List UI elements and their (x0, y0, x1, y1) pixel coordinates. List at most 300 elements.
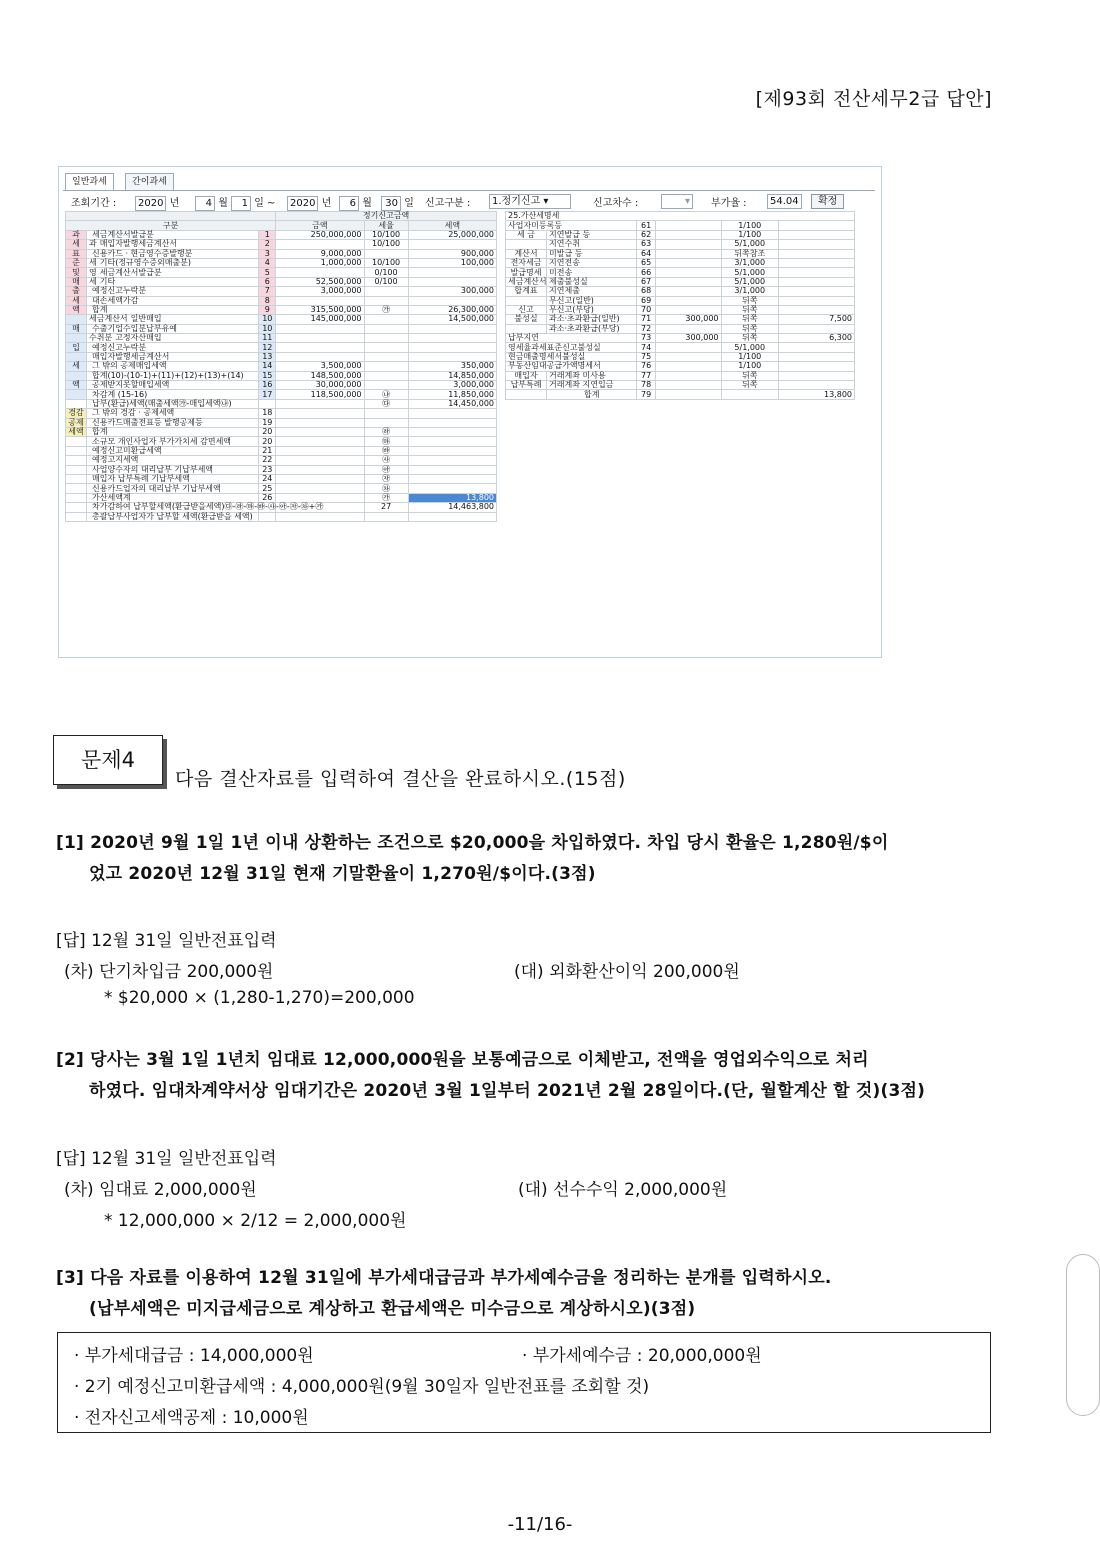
row-subcategory: 수취분 (89, 333, 113, 343)
row-label-cell (87, 296, 259, 305)
row-rate: 27 (364, 503, 408, 512)
row-label-cell (87, 437, 259, 446)
row-group: 전자세금 (506, 258, 547, 267)
row-tax: 7,500 (778, 315, 854, 324)
row-number: 5 (259, 268, 276, 277)
row-number: 26 (259, 493, 276, 502)
row-category (66, 315, 87, 324)
row-label: 차감계 (15-16) (92, 389, 148, 399)
row-amount (276, 484, 364, 493)
row-number: 10 (259, 324, 276, 333)
row-rate: 뒤쪽 (721, 324, 778, 333)
row-rate: ㉷ (364, 484, 408, 493)
row-amount (276, 474, 364, 483)
year-unit: 년 (169, 198, 180, 209)
day-unit: 일 (404, 198, 414, 209)
question-2-line2: 하였다. 임대차계약서상 임대기간은 2020년 3월 1일부터 2021년 2월 28일이다.(단, 월할계산 할 것)(3점) (89, 1081, 926, 1101)
row-rate: 뒤쪽 (721, 315, 778, 324)
tab-general-taxation[interactable]: 일반과세 (65, 173, 114, 190)
row-tax (408, 474, 496, 483)
table-row (506, 221, 855, 230)
table-row (506, 296, 855, 305)
row-amount (276, 512, 364, 521)
row-amount (276, 399, 364, 408)
problem4-label-box: 문제4 (53, 735, 163, 785)
month-from-input[interactable]: 4 (195, 196, 215, 211)
table-row (66, 258, 497, 267)
row-number: 3 (259, 249, 276, 258)
row-amount (655, 352, 721, 361)
row-number: 21 (259, 446, 276, 455)
row-label: 고정자산매입 (115, 333, 162, 343)
row-rate: ㉲ (364, 437, 408, 446)
row-subcategory: 세 (89, 258, 97, 268)
row-tax (778, 381, 854, 390)
row-tax (408, 446, 496, 455)
row-tax (778, 324, 854, 333)
day-to-input[interactable]: 30 (381, 196, 401, 211)
row-group: 매입자 (506, 371, 547, 380)
row-group: 신고 (506, 305, 547, 314)
table-row (66, 437, 497, 446)
row-number: 70 (637, 305, 655, 314)
table-row (506, 381, 855, 390)
row-rate (364, 334, 408, 343)
col-header-amount: 금액 (276, 221, 364, 230)
row-number: 7 (259, 287, 276, 296)
row-number: 66 (637, 268, 655, 277)
row-tax: 6,300 (778, 334, 854, 343)
row-rate: 5/1,000 (721, 343, 778, 352)
row-amount: 3,500,000 (276, 362, 364, 371)
row-amount (276, 465, 364, 474)
row-tax: 11,850,000 (408, 390, 496, 399)
row-subcategory: 세금계산서 (89, 314, 128, 324)
row-amount (655, 296, 721, 305)
q2-calc-note: * 12,000,000 × 2/12 = 2,000,000원 (104, 1211, 407, 1231)
row-label: 대손세액가감 (92, 295, 139, 305)
row-label: 세금계산서발급분 (92, 229, 154, 239)
confirm-button[interactable]: 확정 (811, 194, 844, 209)
row-tax: 900,000 (408, 249, 496, 258)
table-header-row (66, 212, 497, 221)
row-number: 63 (637, 240, 655, 249)
row-amount (655, 221, 721, 230)
row-amount: 1,000,000 (276, 258, 364, 267)
row-rate (364, 409, 408, 418)
row-rate: ㉶ (364, 474, 408, 483)
row-rate: 뒤쪽 (721, 334, 778, 343)
row-number: 19 (259, 418, 276, 427)
row-number: 68 (637, 287, 655, 296)
row-label-cell (87, 268, 259, 277)
row-tax: 350,000 (408, 362, 496, 371)
question-2-line1: [2] 당사는 3월 1일 1년치 임대료 12,000,000원을 보통예금으로 이체받고, 전액을 영업외수익으로 처리 (56, 1050, 869, 1070)
row-amount (276, 324, 364, 333)
report-type-label: 신고구분 : (425, 198, 471, 209)
row-rate (364, 371, 408, 380)
row-tax: 26,300,000 (408, 305, 496, 314)
col-header-category: 구분 (66, 221, 276, 230)
row-label: 신용카드 · 현금영수증발행분 (92, 248, 193, 258)
table-row (66, 390, 497, 399)
question-1-line1: [1] 2020년 9월 1일 1년 이내 상환하는 조건으로 $20,000을 차입하였다. 차입 당시 환율은 1,280원/$이 (56, 833, 889, 853)
row-label: 예정신고누락분 (92, 286, 147, 296)
row-tax (408, 409, 496, 418)
row-number: 79 (637, 390, 655, 399)
row-group: 납부지연 (506, 334, 637, 343)
row-label: 매입자발행세금계산서 (99, 239, 178, 249)
row-number: 12 (259, 343, 276, 352)
row-tax: 14,450,000 (408, 399, 496, 408)
report-seq-select[interactable] (661, 194, 693, 209)
row-group: 세 금 (506, 230, 547, 239)
row-tax (778, 362, 854, 371)
row-rate: 3/1,000 (721, 258, 778, 267)
table-row (66, 315, 497, 324)
row-label: 예정고지세액 (92, 455, 139, 465)
row-amount (276, 409, 364, 418)
row-amount (655, 371, 721, 380)
row-rate: 1/100 (721, 362, 778, 371)
row-group (506, 296, 547, 305)
row-group: 사업자미등록등 (506, 221, 637, 230)
row-subcategory: 세 (89, 276, 97, 286)
question-2 (56, 1045, 996, 1107)
row-label-cell (87, 287, 259, 296)
table-row (66, 381, 497, 390)
row-label: 사업양수자의 대리납부 기납부세액 (92, 464, 214, 474)
group-header: 정기신고금액 (276, 212, 497, 221)
row-tax (408, 343, 496, 352)
row-number: 24 (259, 474, 276, 483)
month-unit: 월 (218, 198, 228, 209)
month-to-input[interactable]: 6 (339, 196, 359, 211)
row-tax: 14,500,000 (408, 315, 496, 324)
row-rate: ㉸ (364, 493, 408, 502)
row-category: 입 (66, 343, 87, 352)
table-row (66, 409, 497, 418)
question-3 (56, 1263, 996, 1325)
row-label-cell (87, 409, 259, 418)
row-tax (778, 221, 854, 230)
row-label-cell (87, 381, 259, 390)
row-rate: 뒤쪽 (721, 296, 778, 305)
row-amount: 148,500,000 (276, 371, 364, 380)
q1-credit-entry: (대) 외화환산이익 200,000원 (514, 962, 740, 982)
row-number: 1 (259, 230, 276, 239)
question-1-line2: 었고 2020년 12월 31일 현재 기말환율이 1,270원/$이다.(3점) (89, 864, 596, 884)
row-amount (655, 305, 721, 314)
row-category: 액 (66, 381, 87, 390)
row-number: 77 (637, 371, 655, 380)
row-subitem: 과소·초과환급(부당) (547, 324, 637, 333)
row-label: 기타 (99, 276, 116, 286)
table-row (506, 268, 855, 277)
row-label-cell (87, 343, 259, 352)
row-category: 과 (66, 230, 87, 239)
row-rate: 10/100 (364, 230, 408, 239)
row-amount (655, 381, 721, 390)
row-amount: 250,000,000 (276, 230, 364, 239)
row-label-cell (87, 427, 259, 436)
row-label: 기타(정규영수증외매출분) (99, 258, 191, 268)
row-rate: 5/1,000 (721, 277, 778, 286)
row-category (66, 456, 87, 465)
row-rate: 뒤쪽 (721, 305, 778, 314)
row-amount (276, 456, 364, 465)
row-amount (655, 277, 721, 286)
row-tax (408, 437, 496, 446)
row-category: 매 (66, 324, 87, 333)
tab-simplified-taxation[interactable]: 간이과세 (125, 173, 174, 190)
table-row (66, 418, 497, 427)
row-category (66, 503, 87, 512)
row-tax (408, 465, 496, 474)
row-rate (364, 343, 408, 352)
row-rate: 0/100 (364, 268, 408, 277)
table-row (506, 362, 855, 371)
table-row (506, 324, 855, 333)
q1-debit-entry: (차) 단기차입금 200,000원 (64, 962, 274, 982)
row-group (506, 390, 547, 399)
row-number: 62 (637, 230, 655, 239)
row-rate (364, 249, 408, 258)
row-number: 78 (637, 381, 655, 390)
row-number: 15 (259, 371, 276, 380)
month-unit-2: 월 (362, 198, 372, 209)
row-rate: ㉰ (364, 399, 408, 408)
row-number: 67 (637, 277, 655, 286)
row-number: 16 (259, 381, 276, 390)
vat-rate-label: 부가율 : (711, 198, 747, 209)
row-label-cell (87, 362, 259, 371)
row-tax (778, 268, 854, 277)
row-category (66, 390, 87, 399)
row-number: 76 (637, 362, 655, 371)
row-label-cell (87, 484, 259, 493)
row-label: 신용카드매출전표등 발행공제등 (92, 417, 203, 427)
row-tax: 3,000,000 (408, 381, 496, 390)
row-amount: 300,000 (655, 315, 721, 324)
row-label-cell (87, 474, 259, 483)
year-to-input[interactable]: 2020 (287, 196, 318, 211)
row-amount (276, 418, 364, 427)
row-label: 매입자 납부특례 기납부세액 (92, 474, 190, 484)
period-label: 조회기간 : (71, 198, 117, 209)
row-number: 72 (637, 324, 655, 333)
row-label: 납부(환급)세액(매출세액㉮-매입세액㉯) (92, 399, 232, 408)
row-amount: 9,000,000 (276, 249, 364, 258)
row-subitem: 지연제출 (547, 287, 637, 296)
row-amount (276, 437, 364, 446)
table-row (506, 390, 855, 399)
row-category: 세 (66, 362, 87, 371)
row-subitem: 과소·초과환급(일반) (547, 315, 637, 324)
row-category: 경감 (66, 409, 87, 418)
row-subcategory: 영 (89, 267, 97, 277)
row-tax: 25,000,000 (408, 230, 496, 239)
row-number: 13 (259, 352, 276, 361)
row-rate: 10/100 (364, 258, 408, 267)
row-label: 세금계산서발급분 (99, 267, 162, 277)
row-tax (778, 352, 854, 361)
year-from-input[interactable]: 2020 (135, 196, 166, 211)
report-type-value: 1.정기신고 (492, 196, 541, 207)
row-label: 총괄납부사업자가 납부할 세액(환급받을 세액) (92, 511, 253, 521)
row-number (259, 512, 276, 521)
table-header-row (66, 221, 497, 230)
row-label-cell (87, 334, 259, 343)
row-tax: 13,800 (408, 493, 496, 502)
row-rate: ㉱ (364, 427, 408, 436)
row-tax (408, 240, 496, 249)
q1-calc-note: * $20,000 × (1,280-1,270)=200,000 (104, 988, 415, 1008)
row-tax: 14,463,800 (408, 503, 496, 512)
q2-debit-entry: (차) 임대료 2,000,000원 (64, 1180, 257, 1200)
question-3-line2: (납부세액은 미지급세금으로 계상하고 환급세액은 미수금으로 계상하시오)(3점) (89, 1299, 696, 1319)
page-number: -11/16- (507, 1514, 573, 1535)
row-amount (655, 268, 721, 277)
row-subcategory: 과 (89, 239, 97, 249)
row-number: 9 (259, 305, 276, 314)
row-amount (655, 362, 721, 371)
row-label-cell (87, 390, 259, 399)
row-amount (276, 268, 364, 277)
problem4-title: 다음 결산자료를 입력하여 결산을 완료하시오.(15점) (175, 768, 626, 790)
row-number: 74 (637, 343, 655, 352)
table-row (506, 334, 855, 343)
row-tax: 14,850,000 (408, 371, 496, 380)
row-group: 납부특례 (506, 381, 547, 390)
row-label: 신용카드업자의 대리납부 기납부세액 (92, 483, 221, 493)
row-number: 20 (259, 437, 276, 446)
row-number: 75 (637, 352, 655, 361)
row-amount (276, 334, 364, 343)
table-row (66, 503, 497, 512)
row-rate (364, 296, 408, 305)
row-category (66, 493, 87, 502)
row-number: 22 (259, 456, 276, 465)
row-rate (364, 352, 408, 361)
table-header-row (506, 212, 855, 221)
table-row (66, 343, 497, 352)
row-label: 수출기업수입분납부유예 (92, 323, 178, 333)
row-amount (655, 258, 721, 267)
row-tax (408, 427, 496, 436)
row-number: 61 (637, 221, 655, 230)
row-subitem: 지연발급 등 (547, 230, 637, 239)
q2-credit-entry: (대) 선수수익 2,000,000원 (518, 1180, 728, 1200)
row-amount: 3,000,000 (276, 287, 364, 296)
row-amount: 315,500,000 (276, 305, 364, 314)
col-header-tax: 세액 (408, 221, 496, 230)
info-vat-withheld: · 부가세예수금 : 20,000,000원 (522, 1346, 762, 1366)
row-category (66, 484, 87, 493)
row-number: 8 (259, 296, 276, 305)
row-subitem: 거래계좌 미사용 (547, 371, 637, 380)
row-amount (655, 240, 721, 249)
row-category: 및 (66, 268, 87, 277)
row-category (66, 446, 87, 455)
row-number: 6 (259, 277, 276, 286)
row-amount (276, 446, 364, 455)
row-rate: 뒤쪽 (721, 371, 778, 380)
row-number: 2 (259, 240, 276, 249)
row-subitem: 미발급 등 (547, 249, 637, 258)
row-label: 공제받지못할매입세액 (92, 380, 170, 390)
table-row (66, 296, 497, 305)
row-tax (778, 258, 854, 267)
table-row (66, 427, 497, 436)
row-tax (778, 249, 854, 258)
row-label: 차가감하여 납부할세액(환급받을세액)㉰-㉱-㉲-㉳-㉴-㉵-㉶-㉷+㉸ (92, 502, 324, 512)
row-tax (408, 334, 496, 343)
row-amount (276, 352, 364, 361)
row-category (66, 512, 87, 521)
penalty-tax-table (505, 211, 855, 400)
chevron-down-icon: ▾ (543, 196, 549, 207)
row-label: 예정신고미환급세액 (92, 445, 162, 455)
row-label-cell (87, 240, 259, 249)
row-tax (408, 484, 496, 493)
row-category: 준 (66, 258, 87, 267)
report-type-select[interactable] (489, 194, 571, 209)
row-amount (276, 343, 364, 352)
row-group (506, 240, 547, 249)
row-rate (364, 512, 408, 521)
row-rate: 뒤쪽 (721, 381, 778, 390)
row-tax (778, 371, 854, 380)
row-tax (408, 512, 496, 521)
row-number: 73 (637, 334, 655, 343)
row-label: 가산세액계 (92, 492, 131, 502)
row-amount: 30,000,000 (276, 381, 364, 390)
row-tax (778, 287, 854, 296)
row-label-cell (87, 502, 324, 512)
day-from-input[interactable]: 1 (231, 196, 251, 211)
table-row (66, 240, 497, 249)
info-vat-prepaid: · 부가세대급금 : 14,000,000원 (74, 1346, 314, 1366)
row-label-cell (87, 456, 259, 465)
row-amount: 300,000 (655, 334, 721, 343)
row-tax (408, 268, 496, 277)
row-label: 소규모 개인사업자 부가가치세 감면세액 (92, 436, 232, 446)
toolbar (63, 190, 875, 211)
page-header: [제93회 전산세무2급 답안] (755, 88, 992, 110)
row-tax (778, 296, 854, 305)
row-tax (408, 352, 496, 361)
table-row (66, 474, 497, 483)
row-tax: 300,000 (408, 287, 496, 296)
row-group: 현금매출명세서불성실 (506, 352, 637, 361)
penalty-table-title: 25.가산세명세 (506, 212, 855, 221)
row-label-cell (87, 418, 259, 427)
row-number: 11 (259, 334, 276, 343)
row-rate: 1/100 (721, 230, 778, 239)
row-number: 71 (637, 315, 655, 324)
q1-answer-label: [답] 12월 31일 일반전표입력 (56, 931, 277, 951)
row-rate (364, 324, 408, 333)
row-label: 합계 (92, 305, 108, 315)
row-group: 불성실 (506, 315, 547, 324)
table-row (66, 484, 497, 493)
row-group: 부동산임대공급가액명세서 (506, 362, 637, 371)
row-tax (778, 230, 854, 239)
row-subitem: 합계 (547, 390, 637, 399)
vat-rate-input[interactable]: 54.04 (767, 194, 802, 209)
row-tax (778, 240, 854, 249)
